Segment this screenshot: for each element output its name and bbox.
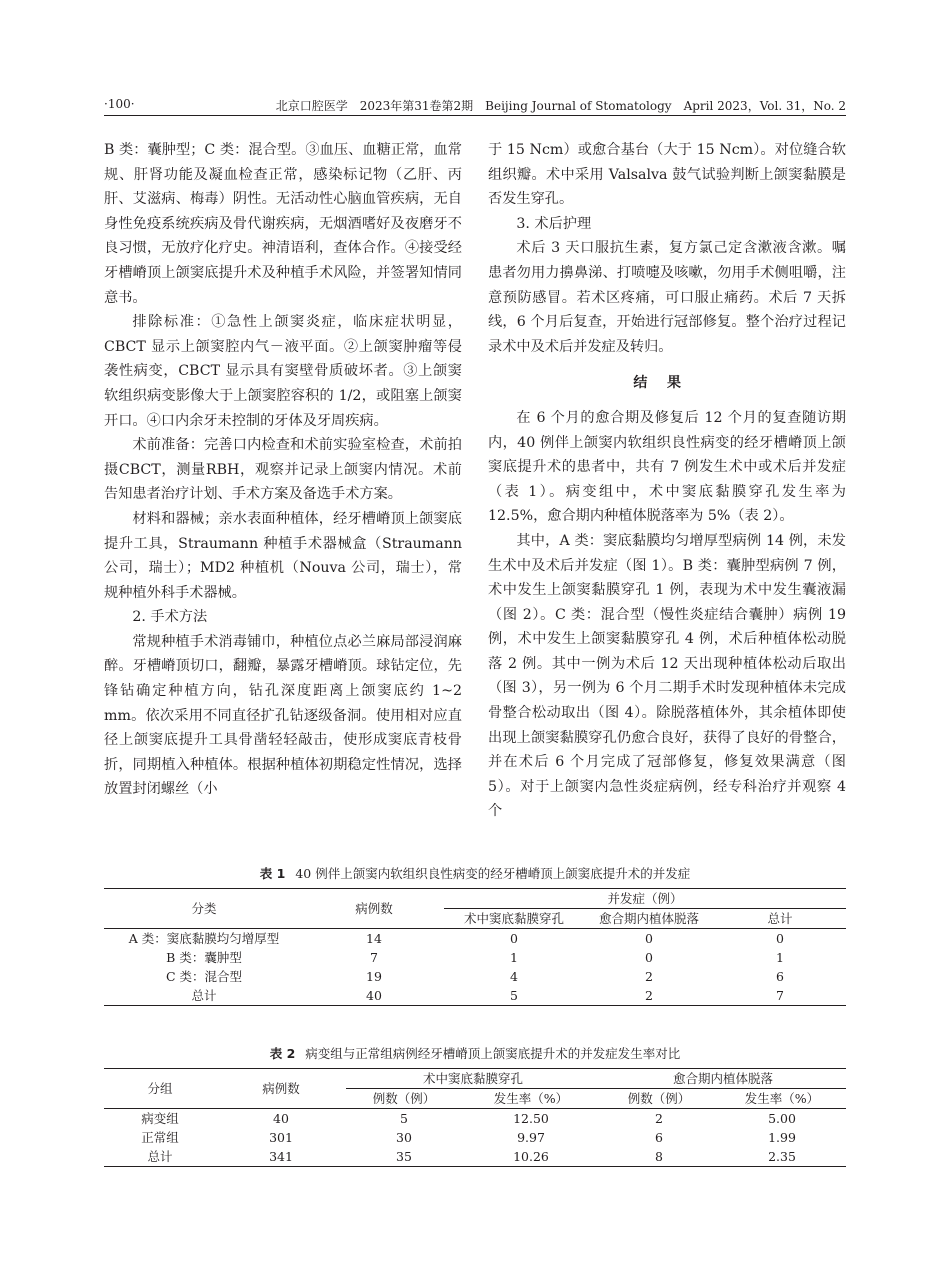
table1-cell-cases: 14 xyxy=(366,931,382,946)
table1-cell-category: 总计 xyxy=(104,986,304,1006)
postop-care-paragraph: 术后 3 天口服抗生素，复方氯己定含漱液含漱。嘱患者勿用力擤鼻涕、打喷嚏及咳嗽，勿用手术侧咀嚼，注意预防感冒。若术区疼痛，可口服止痛药。术后 7 天拆线，6 个月后复查，开始进行冠部修复。整个治疗过程记录术中及术后并发症及转归。 xyxy=(488,240,846,355)
table1-title: 40 例伴上颌窦内软组织良性病变的经牙槽嵴顶上颌窦底提升术的并发症 xyxy=(295,866,691,881)
table1-cell-cases: 40 xyxy=(304,986,444,1006)
table-row xyxy=(104,1147,846,1167)
page-number: ·100· xyxy=(104,97,135,111)
table2-caption xyxy=(104,1044,846,1062)
table2-cell-perf-count: 5 xyxy=(400,1111,408,1126)
table1-cell-perforation: 0 xyxy=(510,931,518,946)
results-section-title: 结果 xyxy=(633,375,701,392)
inclusion-criteria-paragraph: B 类：囊肿型；C 类：混合型。③血压、血糖正常，血常规、肝肾功能及凝血检查正常，感染标记物（乙肝、丙肝、艾滋病、梅毒）阴性。无活动性心脑血管疾病，无自身性免疫系统疾病及骨代谢疾病，无烟酒嗜好及夜磨牙不良习惯，无放疗化疗史。神清语利，查体合作。④接受经牙槽嵴顶上颌窦底提升术及种植手术风险，并签署知情同意书。 xyxy=(104,142,462,306)
table1-label: 表 1 xyxy=(259,866,286,881)
table2 xyxy=(104,1068,846,1167)
table1-caption xyxy=(104,864,846,882)
table-row xyxy=(104,986,846,1006)
table2-cell-loss-count: 6 xyxy=(655,1130,663,1145)
table2-cell-cases: 341 xyxy=(216,1147,346,1167)
table1-cell-cases: 7 xyxy=(370,950,378,965)
table2-subheader-loss-rate: 发生率（%） xyxy=(718,1089,846,1109)
table2-cell-loss-count: 2 xyxy=(655,1111,663,1126)
table1-cell-category: C 类：混合型 xyxy=(165,969,243,984)
table2-cell-perf-rate: 9.97 xyxy=(517,1130,545,1145)
table1-header-category: 分类 xyxy=(104,889,304,929)
results-paragraph-2: 其中，A 类：窦底黏膜均匀增厚型病例 14 例，未发生术中及术后并发症（图 1）。B 类：囊肿型病例 7 例，术中发生上颌窦黏膜穿孔 1 例，表现为术中发生囊液漏（图 2）。C 类：混合型（慢性炎症结合囊肿）病例 19 例，术中发生上颌窦黏膜穿孔 4 例，术后种植体松动脱落 2 例。其中一例为术后 12 天出现种植体松动后取出（图 3），另一例为 6 个月二期手术时发现种植体未完成骨整合松动取出（图 4）。除脱落植体外，其余植体即使出现上颌窦黏膜穿孔仍愈合良好，获得了良好的骨整合，并在术后 6 个月完成了冠部修复，修复效果满意（图 5）。对于上颌窦内急性炎症病例，经专科治疗并观察 4 个 xyxy=(488,532,846,820)
running-header xyxy=(104,97,846,116)
table2-cell-perf-count: 35 xyxy=(346,1147,462,1167)
table2-cell-group: 病变组 xyxy=(141,1111,179,1126)
table2-header-cases: 病例数 xyxy=(216,1069,346,1109)
table1-cell-loss: 2 xyxy=(584,986,714,1006)
table1-cell-total: 0 xyxy=(776,931,784,946)
table1-cell-total: 1 xyxy=(776,950,784,965)
table-row xyxy=(104,967,846,986)
table2-cell-loss-count: 8 xyxy=(600,1147,718,1167)
table-row xyxy=(104,1109,846,1129)
table1-cell-cases: 19 xyxy=(366,969,382,984)
table1-header-cases: 病例数 xyxy=(304,889,444,929)
table2-cell-cases: 301 xyxy=(269,1130,293,1145)
table1-cell-total: 7 xyxy=(714,986,846,1006)
table2-title: 病变组与正常组病例经牙槽嵴顶上颌窦底提升术的并发症发生率对比 xyxy=(305,1046,681,1061)
surgical-method-paragraph: 常规种植手术消毒铺巾，种植位点必兰麻局部浸润麻醉。牙槽嵴顶切口，翻瓣，暴露牙槽嵴顶。球钻定位，先锋钻确定种植方向，钻孔深度距离上颌窦底约 1~2 mm。依次采用不同直径扩孔钻逐级备洞。使用相对应直径上颌窦底提升工具骨凿轻轻敲击，使形成窦底青枝骨折，同期植入种植体。根据种植体初期稳定性情况，选择放置封闭螺丝（小 xyxy=(104,633,462,798)
table2-cell-perf-count: 30 xyxy=(396,1130,412,1145)
table1-subheader-loss: 愈合期内植体脱落 xyxy=(584,909,714,929)
table2-header-group: 分组 xyxy=(104,1069,216,1109)
table1-cell-loss: 2 xyxy=(645,969,653,984)
table1-cell-loss: 0 xyxy=(645,931,653,946)
right-column xyxy=(488,138,846,824)
surgical-method-heading: 2. 手术方法 xyxy=(132,609,208,626)
table2-subheader-perf-count: 例数（例） xyxy=(346,1089,462,1109)
table1-header-complications: 并发症（例） xyxy=(444,889,846,909)
table2-cell-group: 总计 xyxy=(104,1147,216,1167)
journal-citation: 北京口腔医学 2023年第31卷第2期 Beijing Journal of Stomatology April 2023，Vol. 31，No. 2 xyxy=(275,99,846,113)
table2-cell-cases: 40 xyxy=(273,1111,289,1126)
table2-label: 表 2 xyxy=(269,1046,296,1061)
table1-subheader-total: 总计 xyxy=(714,909,846,929)
materials-paragraph: 材料和器械；亲水表面种植体，经牙槽嵴顶上颌窦底提升工具，Straumann 种植手术器械盒（Straumann 公司，瑞士）；MD2 种植机（Nouva 公司，瑞士），常规种植外科手术器械。 xyxy=(104,510,462,601)
table2-cell-group: 正常组 xyxy=(141,1130,179,1145)
table2-subheader-perf-rate: 发生率（%） xyxy=(462,1089,600,1109)
table1-cell-perforation: 1 xyxy=(510,950,518,965)
table2-cell-loss-rate: 2.35 xyxy=(718,1147,846,1167)
table1-cell-total: 6 xyxy=(776,969,784,984)
table1-cell-perforation: 4 xyxy=(510,969,518,984)
table1-cell-category: A 类：窦底黏膜均匀增厚型 xyxy=(128,931,280,946)
surgical-method-continued: 于 15 Ncm）或愈合基台（大于 15 Ncm）。对位缝合软组织瓣。术中采用 Valsalva 鼓气试验判断上颌窦黏膜是否发生穿孔。 xyxy=(488,142,846,208)
table2-cell-loss-rate: 1.99 xyxy=(768,1130,796,1145)
table1 xyxy=(104,888,846,1006)
results-paragraph-1: 在 6 个月的愈合期及修复后 12 个月的复查随访期内，40 例伴上颌窦内软组织良性病变的经牙槽嵴顶上颌窦底提升术的患者中，共有 7 例发生术中或术后并发症（表 1）。病变组中，术中窦底黏膜穿孔发生率为 12.5%，愈合期内种植体脱落率为 5%（表 2）。 xyxy=(488,409,846,525)
table-row xyxy=(104,948,846,967)
exclusion-criteria-paragraph: 排除标准：①急性上颌窦炎症，临床症状明显，CBCT 显示上颌窦腔内气－液平面。②上颌窦肿瘤等侵袭性病变，CBCT 显示具有窦壁骨质破坏者。③上颌窦软组织病变影像大于上颌窦腔容积的 1/2，或阻塞上颌窦开口。④口内余牙未控制的牙体及牙周疾病。 xyxy=(104,314,462,429)
table1-cell-perforation: 5 xyxy=(444,986,584,1006)
table1-subheader-perforation: 术中窦底黏膜穿孔 xyxy=(444,909,584,929)
table-row xyxy=(104,929,846,949)
postop-care-heading: 3. 术后护理 xyxy=(516,215,592,232)
table1-cell-loss: 0 xyxy=(645,950,653,965)
table2-header-loss: 愈合期内植体脱落 xyxy=(600,1069,846,1089)
preop-preparation-paragraph: 术前准备：完善口内检查和术前实验室检查，术前拍摄CBCT，测量RBH，观察并记录上颌窦内情况。术前告知患者治疗计划、手术方案及备选手术方案。 xyxy=(104,437,462,503)
table2-cell-loss-rate: 5.00 xyxy=(768,1111,796,1126)
table2-cell-perf-rate: 10.26 xyxy=(462,1147,600,1167)
left-column xyxy=(104,138,462,802)
table2-cell-perf-rate: 12.50 xyxy=(513,1111,549,1126)
table-row xyxy=(104,1128,846,1147)
table1-cell-category: B 类：囊肿型 xyxy=(166,950,242,965)
table2-header-perforation: 术中窦底黏膜穿孔 xyxy=(346,1069,600,1089)
table2-subheader-loss-count: 例数（例） xyxy=(600,1089,718,1109)
